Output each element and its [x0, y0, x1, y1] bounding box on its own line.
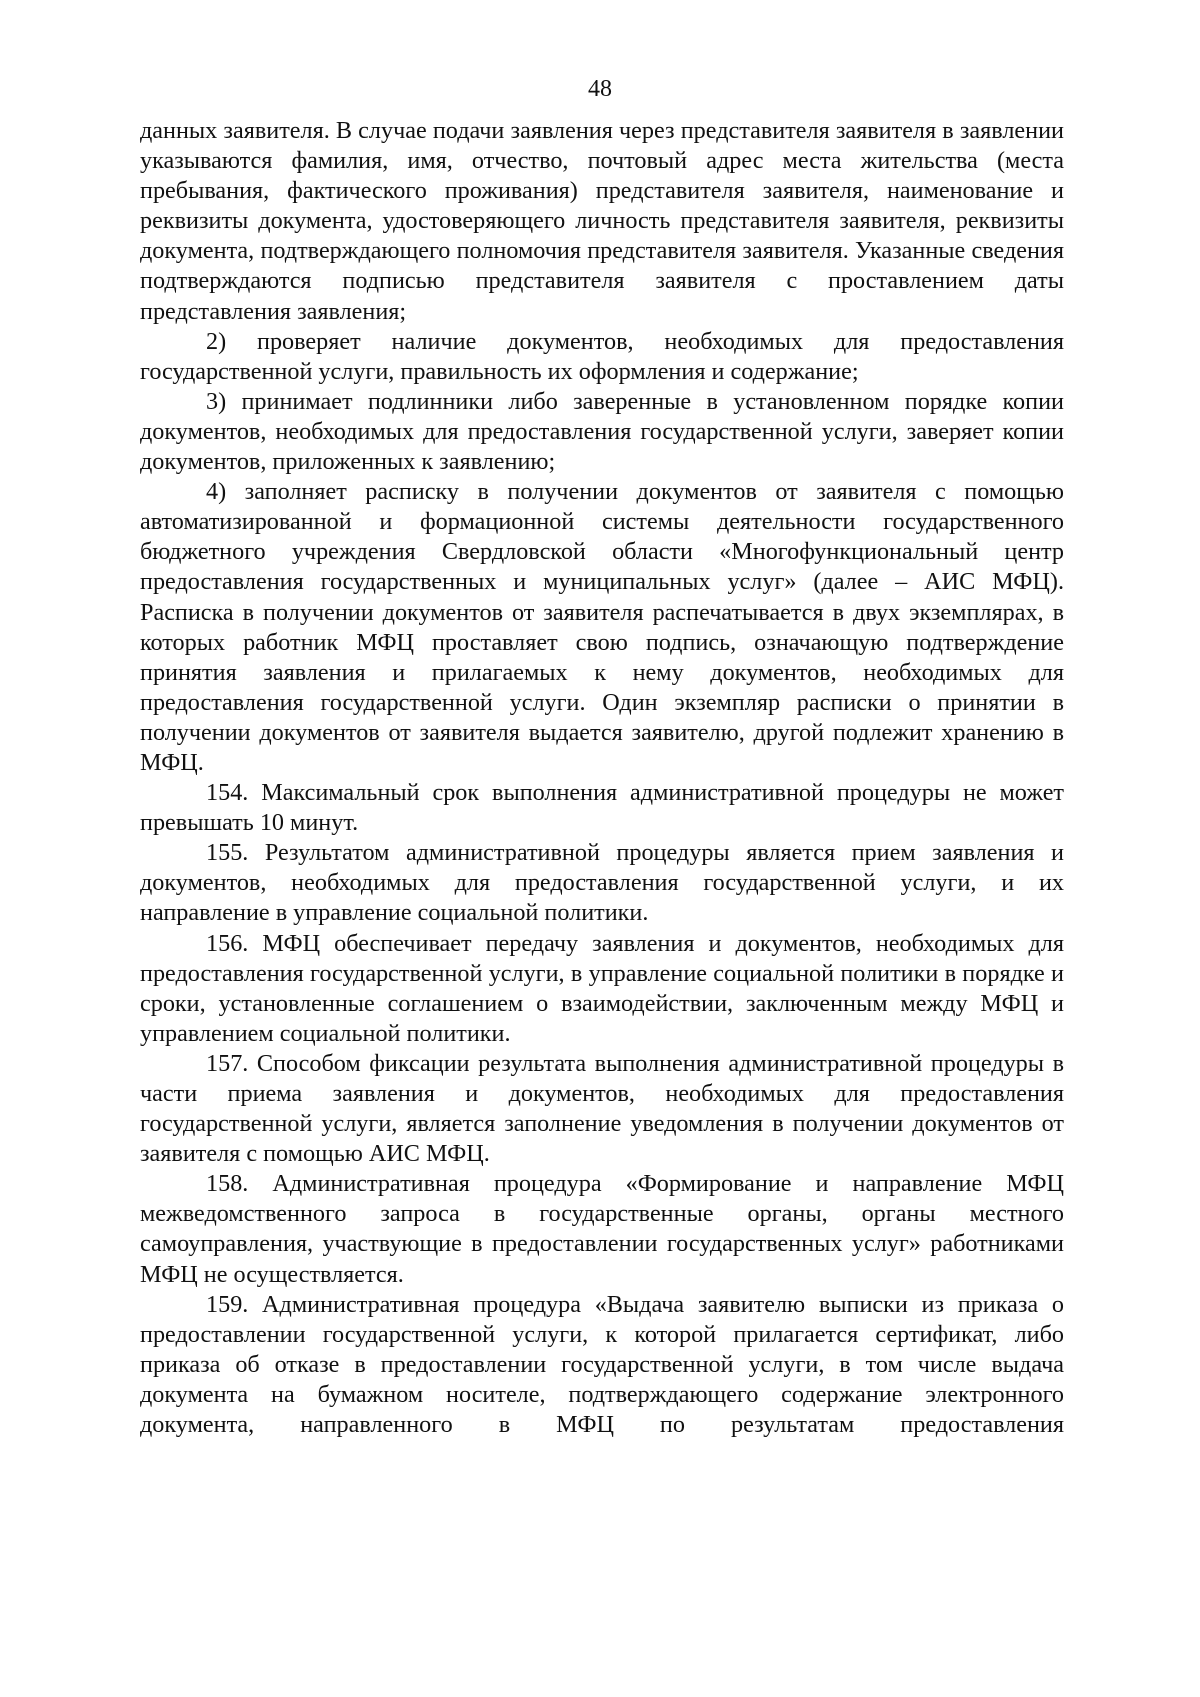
paragraph-159: 159. Административная процедура «Выдача заявителю выписки из приказа о предоставлении государственной услуги, к которой прилагается сертификат, либо приказа об отказе в предоставлении государственной услуги, в том числе выдача документа на бумажном носителе, подтверждающего содержание электронного документа, направленного в МФЦ по результатам предоставления — [140, 1290, 1064, 1439]
paragraph-item-3: 3) принимает подлинники либо заверенные в установленном порядке копии документов, необходимых для предоставления государственной услуги, заверяет копии документов, приложенных к заявлению; — [140, 387, 1064, 476]
paragraph-applicant-data: данных заявителя. В случае подачи заявления через представителя заявителя в заявлении указываются фамилия, имя, отчество, почтовый адрес места жительства (места пребывания, фактического проживания) представителя заявителя, наименование и реквизиты документа, удостоверяющего личность представителя заявителя, реквизиты документа, подтверждающего полномочия представителя заявителя. Указанные сведения подтверждаются подписью представителя заявителя с проставлением даты представления заявления; — [140, 117, 1064, 325]
paragraph-158: 158. Административная процедура «Формирование и направление МФЦ межведомственного запроса в государственные органы, органы местного самоуправления, участвующие в предоставлении государственных услуг» работниками МФЦ не осуществляется. — [140, 1170, 1064, 1288]
paragraph-156: 156. МФЦ обеспечивает передачу заявления и документов, необходимых для предоставления государственной услуги, в управление социальной политики в порядке и сроки, установленные соглашением о взаимодействии, заключенным между МФЦ и управлением социальной политики. — [140, 929, 1064, 1047]
paragraph-155: 155. Результатом административной процедуры является прием заявления и документов, необходимых для предоставления государственной услуги, и их направление в управление социальной политики. — [140, 839, 1064, 927]
document-body — [140, 116, 1064, 1440]
page-number: 48 — [588, 76, 612, 102]
paragraph-item-2: 2) проверяет наличие документов, необходимых для предоставления государственной услуги, правильность их оформления и содержание; — [140, 327, 1064, 385]
paragraph-154: 154. Максимальный срок выполнения административной процедуры не может превышать 10 минут. — [140, 779, 1064, 837]
paragraph-157: 157. Способом фиксации результата выполнения административной процедуры в части приема заявления и документов, необходимых для предоставления государственной услуги, является заполнение уведомления в получении документов от заявителя с помощью АИС МФЦ. — [140, 1049, 1064, 1168]
paragraph-item-4: 4) заполняет расписку в получении документов от заявителя с помощью автоматизированной и формационной системы деятельности государственного бюджетного учреждения Свердловской области «Многофункциональный центр предоставления государственных и муниципальных услуг» (далее – АИС МФЦ). Расписка в получении документов от заявителя распечатывается в двух экземплярах, в которых работник МФЦ проставляет свою подпись, означающую подтверждение принятия заявления и прилагаемых к нему документов, необходимых для предоставления государственной услуги. Один экземпляр расписки о принятии в получении документов от заявителя выдается заявителю, другой подлежит хранению в МФЦ. — [140, 478, 1064, 776]
